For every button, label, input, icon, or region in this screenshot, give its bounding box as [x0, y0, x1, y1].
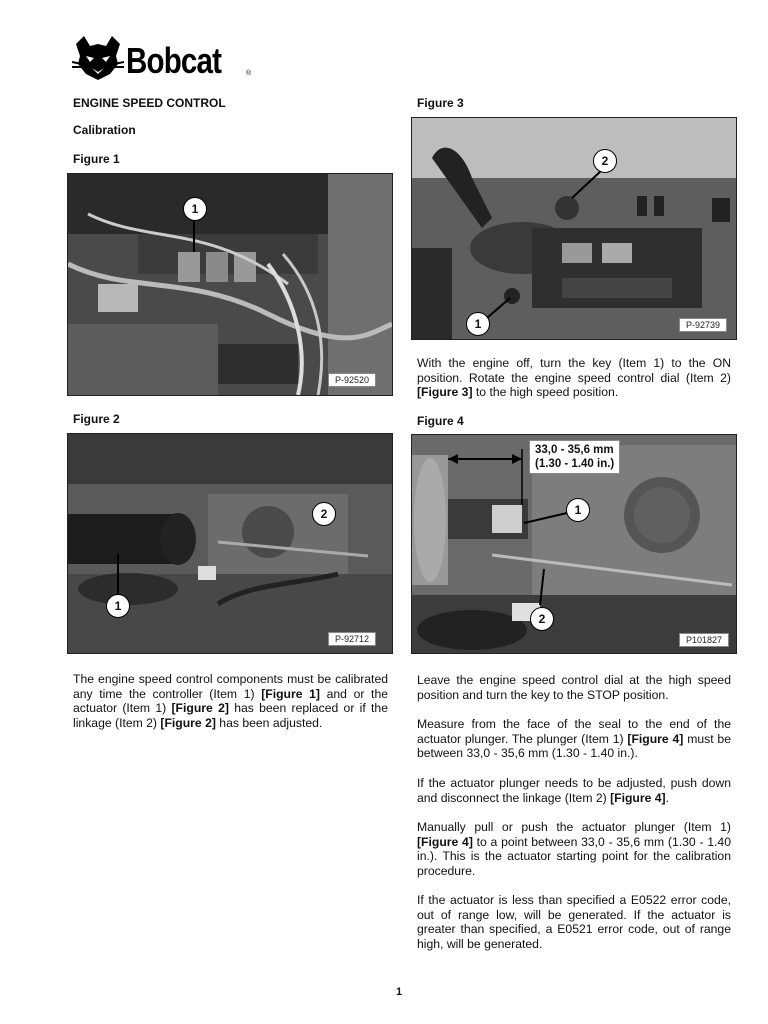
figure4-code: P101827	[679, 633, 729, 647]
figure2-caption: Figure 2	[73, 412, 120, 426]
figure3-callout-dial: 2	[593, 149, 617, 173]
figure3-callout-key: 1	[466, 312, 490, 336]
registered-mark: ®	[246, 70, 252, 77]
figure3-caption: Figure 3	[417, 96, 464, 110]
right-paragraph-6: If the actuator is less than specified a E0522 error code, out of range low, will be generated. If the actuator is greater than specified, a E0521 error code, out of range high, will be generated.	[417, 893, 731, 951]
right-paragraph-3: Measure from the face of the seal to the end of the actuator plunger. The plunger (Item 1) [Figure 4] must be between 33,0 - 35,6 mm (1.30 - 1.40 in.).	[417, 717, 731, 761]
figure4-measurement-label: 33,0 - 35,6 mm (1.30 - 1.40 in.)	[529, 440, 620, 474]
right-paragraph-1: With the engine off, turn the key (Item 1) to the ON position. Rotate the engine speed control dial (Item 2) [Figure 3] to the high speed position.	[417, 356, 731, 400]
figure1-callout: 1	[183, 197, 207, 221]
right-paragraph-5: Manually pull or push the actuator plunger (Item 1) [Figure 4] to a point between 33,0 - 35,6 mm (1.30 - 1.40 in.). This is the actuator starting point for the calibration procedure.	[417, 820, 731, 878]
left-paragraph: The engine speed control components must be calibrated any time the controller (Item 1) [Figure 1] and or the actuator (Item 1) [Figure 2] has been replaced or if the linkage (Item 2) [Figure 2] has been adjusted.	[73, 672, 388, 730]
figure2-callout-actuator: 1	[106, 594, 130, 618]
figure2-callout-linkage: 2	[312, 502, 336, 526]
brand-name: Bobcat	[126, 40, 222, 81]
figure1-photo	[67, 173, 393, 396]
bobcat-logo-icon	[72, 34, 124, 82]
right-paragraph-2: Leave the engine speed control dial at the high speed position and turn the key to the STOP position.	[417, 673, 731, 702]
figure1-code: P-92520	[328, 373, 376, 387]
figure3-code: P-92739	[679, 318, 727, 332]
figure2-code: P-92712	[328, 632, 376, 646]
figure4-callout-linkage: 2	[530, 607, 554, 631]
right-paragraph-4: If the actuator plunger needs to be adjusted, push down and disconnect the linkage (Item 2) [Figure 4].	[417, 776, 731, 805]
figure2-photo	[67, 433, 393, 654]
page-number: 1	[395, 986, 403, 998]
subsection-title: Calibration	[73, 123, 136, 137]
figure4-caption: Figure 4	[417, 414, 464, 428]
figure3-photo	[411, 117, 737, 340]
figure1-caption: Figure 1	[73, 152, 120, 166]
section-title: ENGINE SPEED CONTROL	[73, 96, 226, 110]
figure4-callout-plunger: 1	[566, 498, 590, 522]
